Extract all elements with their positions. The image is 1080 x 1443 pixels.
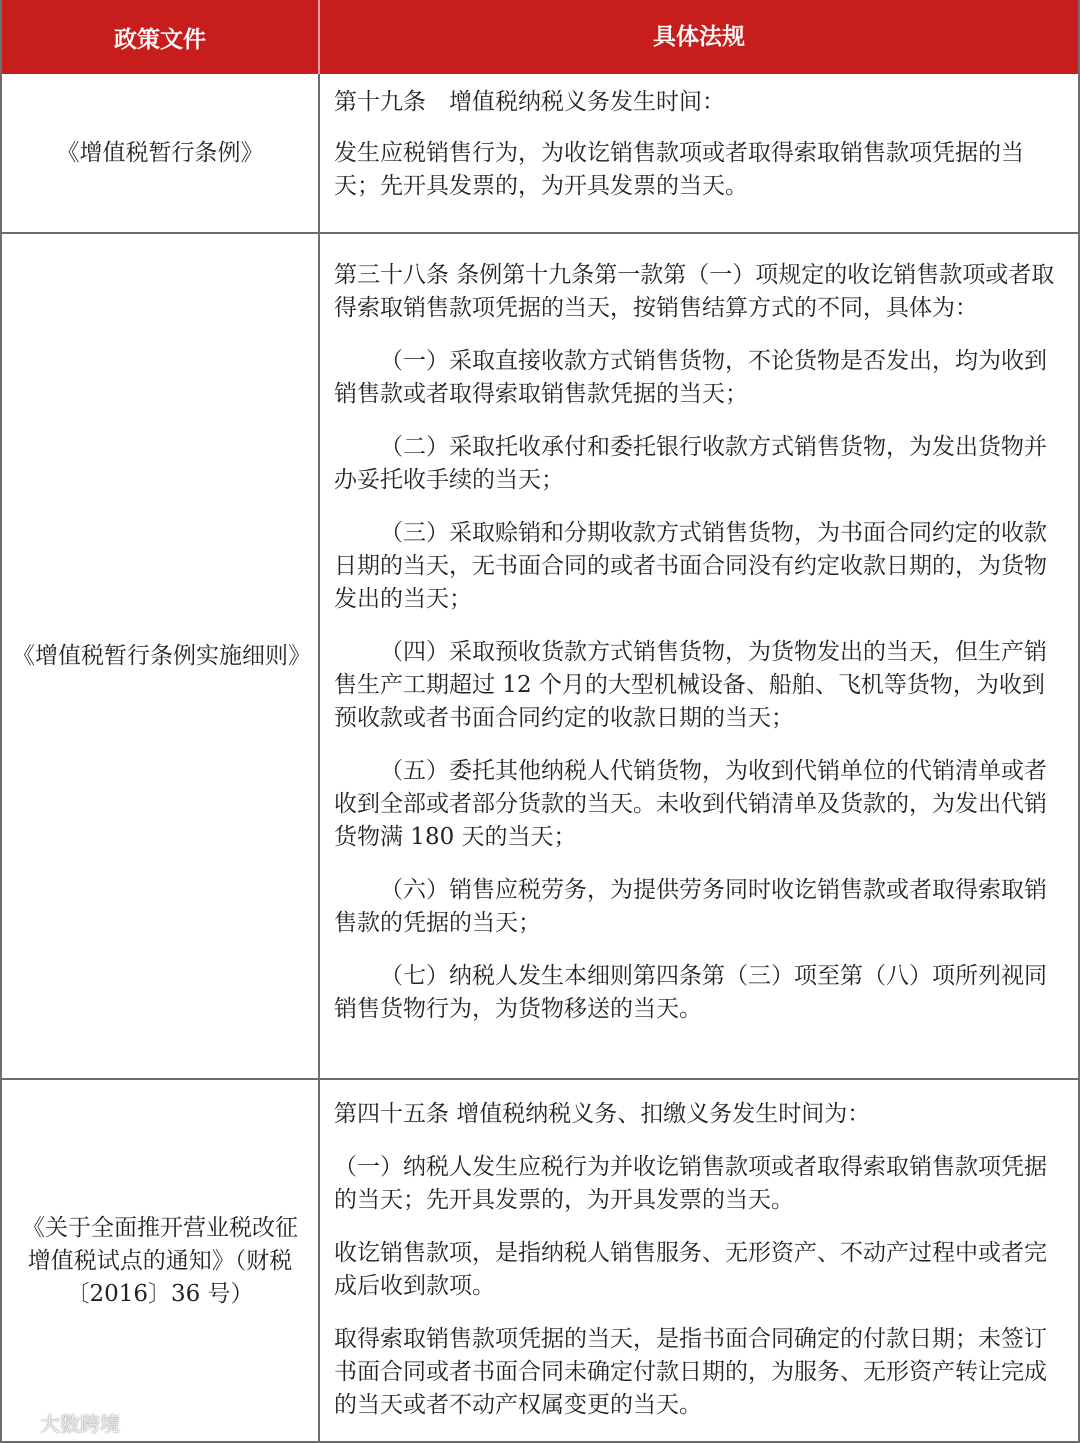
table-row: [2, 234, 1078, 1080]
paragraph: 第四十五条 增值税纳税义务、扣缴义务发生时间为：: [334, 1101, 871, 1127]
policy-name: 《关于全面推开营业税改征增值税试点的通知》（财税〔2016〕36 号）: [2, 1080, 320, 1443]
paragraph: （四）采取预收货款方式销售货物，为货物发出的当天，但生产销售生产工期超过 12 个月的大型机械设备、船舶、飞机等货物，为收到预收款或者书面合同约定的收款日期的当天；: [334, 639, 1047, 731]
header-policy-document: 政策文件: [114, 26, 206, 53]
watermark: [8, 1408, 120, 1437]
paragraph: 发生应税销售行为，为收讫销售款项或者取得索取销售款项凭据的当天；先开具发票的，为开具发票的当天。: [334, 140, 1024, 199]
policy-name: 《增值税暂行条例实施细则》: [2, 234, 320, 1078]
regulation-text: [320, 234, 1078, 1078]
regulation-text: [320, 1080, 1078, 1443]
paragraph: （七）纳税人发生本细则第四条第（三）项至第（八）项所列视同销售货物行为，为货物移送的当天。: [334, 963, 1047, 1022]
watermark-text: 大数跨境: [40, 1412, 120, 1436]
paragraph: （二）采取托收承付和委托银行收款方式销售货物，为发出货物并办妥托收手续的当天；: [334, 434, 1047, 493]
table-header: [2, 0, 1078, 74]
header-specific-regulation: 具体法规: [653, 23, 745, 50]
paragraph: （三）采取赊销和分期收款方式销售货物，为书面合同约定的收款日期的当天，无书面合同的或者书面合同没有约定收款日期的，为货物发出的当天；: [334, 520, 1047, 612]
paragraph: 第十九条 增值税纳税义务发生时间：: [334, 89, 725, 115]
paragraph: （五）委托其他纳税人代销货物，为收到代销单位的代销清单或者收到全部或者部分货款的当天。未收到代销清单及货款的，为发出代销货物满 180 天的当天；: [334, 758, 1047, 850]
table-row: [2, 74, 1078, 234]
paragraph: （一）采取直接收款方式销售货物，不论货物是否发出，均为收到销售款或者取得索取销售款凭据的当天；: [334, 348, 1047, 407]
table-row: [2, 1080, 1078, 1443]
watermark-logo-icon: [8, 1409, 36, 1436]
paragraph: （六）销售应税劳务，为提供劳务同时收讫销售款或者取得索取销售款的凭据的当天；: [334, 877, 1047, 936]
policy-name: 《增值税暂行条例》: [2, 74, 320, 232]
paragraph: （一）纳税人发生应税行为并收讫销售款项或者取得索取销售款项凭据的当天；先开具发票的，为开具发票的当天。: [334, 1154, 1047, 1213]
regulation-text: [320, 74, 1078, 232]
paragraph: 第三十八条 条例第十九条第一款第（一）项规定的收讫销售款项或者取得索取销售款项凭据的当天，按销售结算方式的不同，具体为：: [334, 262, 1055, 321]
paragraph: 收讫销售款项，是指纳税人销售服务、无形资产、不动产过程中或者完成后收到款项。: [334, 1240, 1047, 1299]
paragraph: 取得索取销售款项凭据的当天，是指书面合同确定的付款日期；未签订书面合同或者书面合同未确定付款日期的，为服务、无形资产转让完成的当天或者不动产权属变更的当天。: [334, 1326, 1047, 1418]
